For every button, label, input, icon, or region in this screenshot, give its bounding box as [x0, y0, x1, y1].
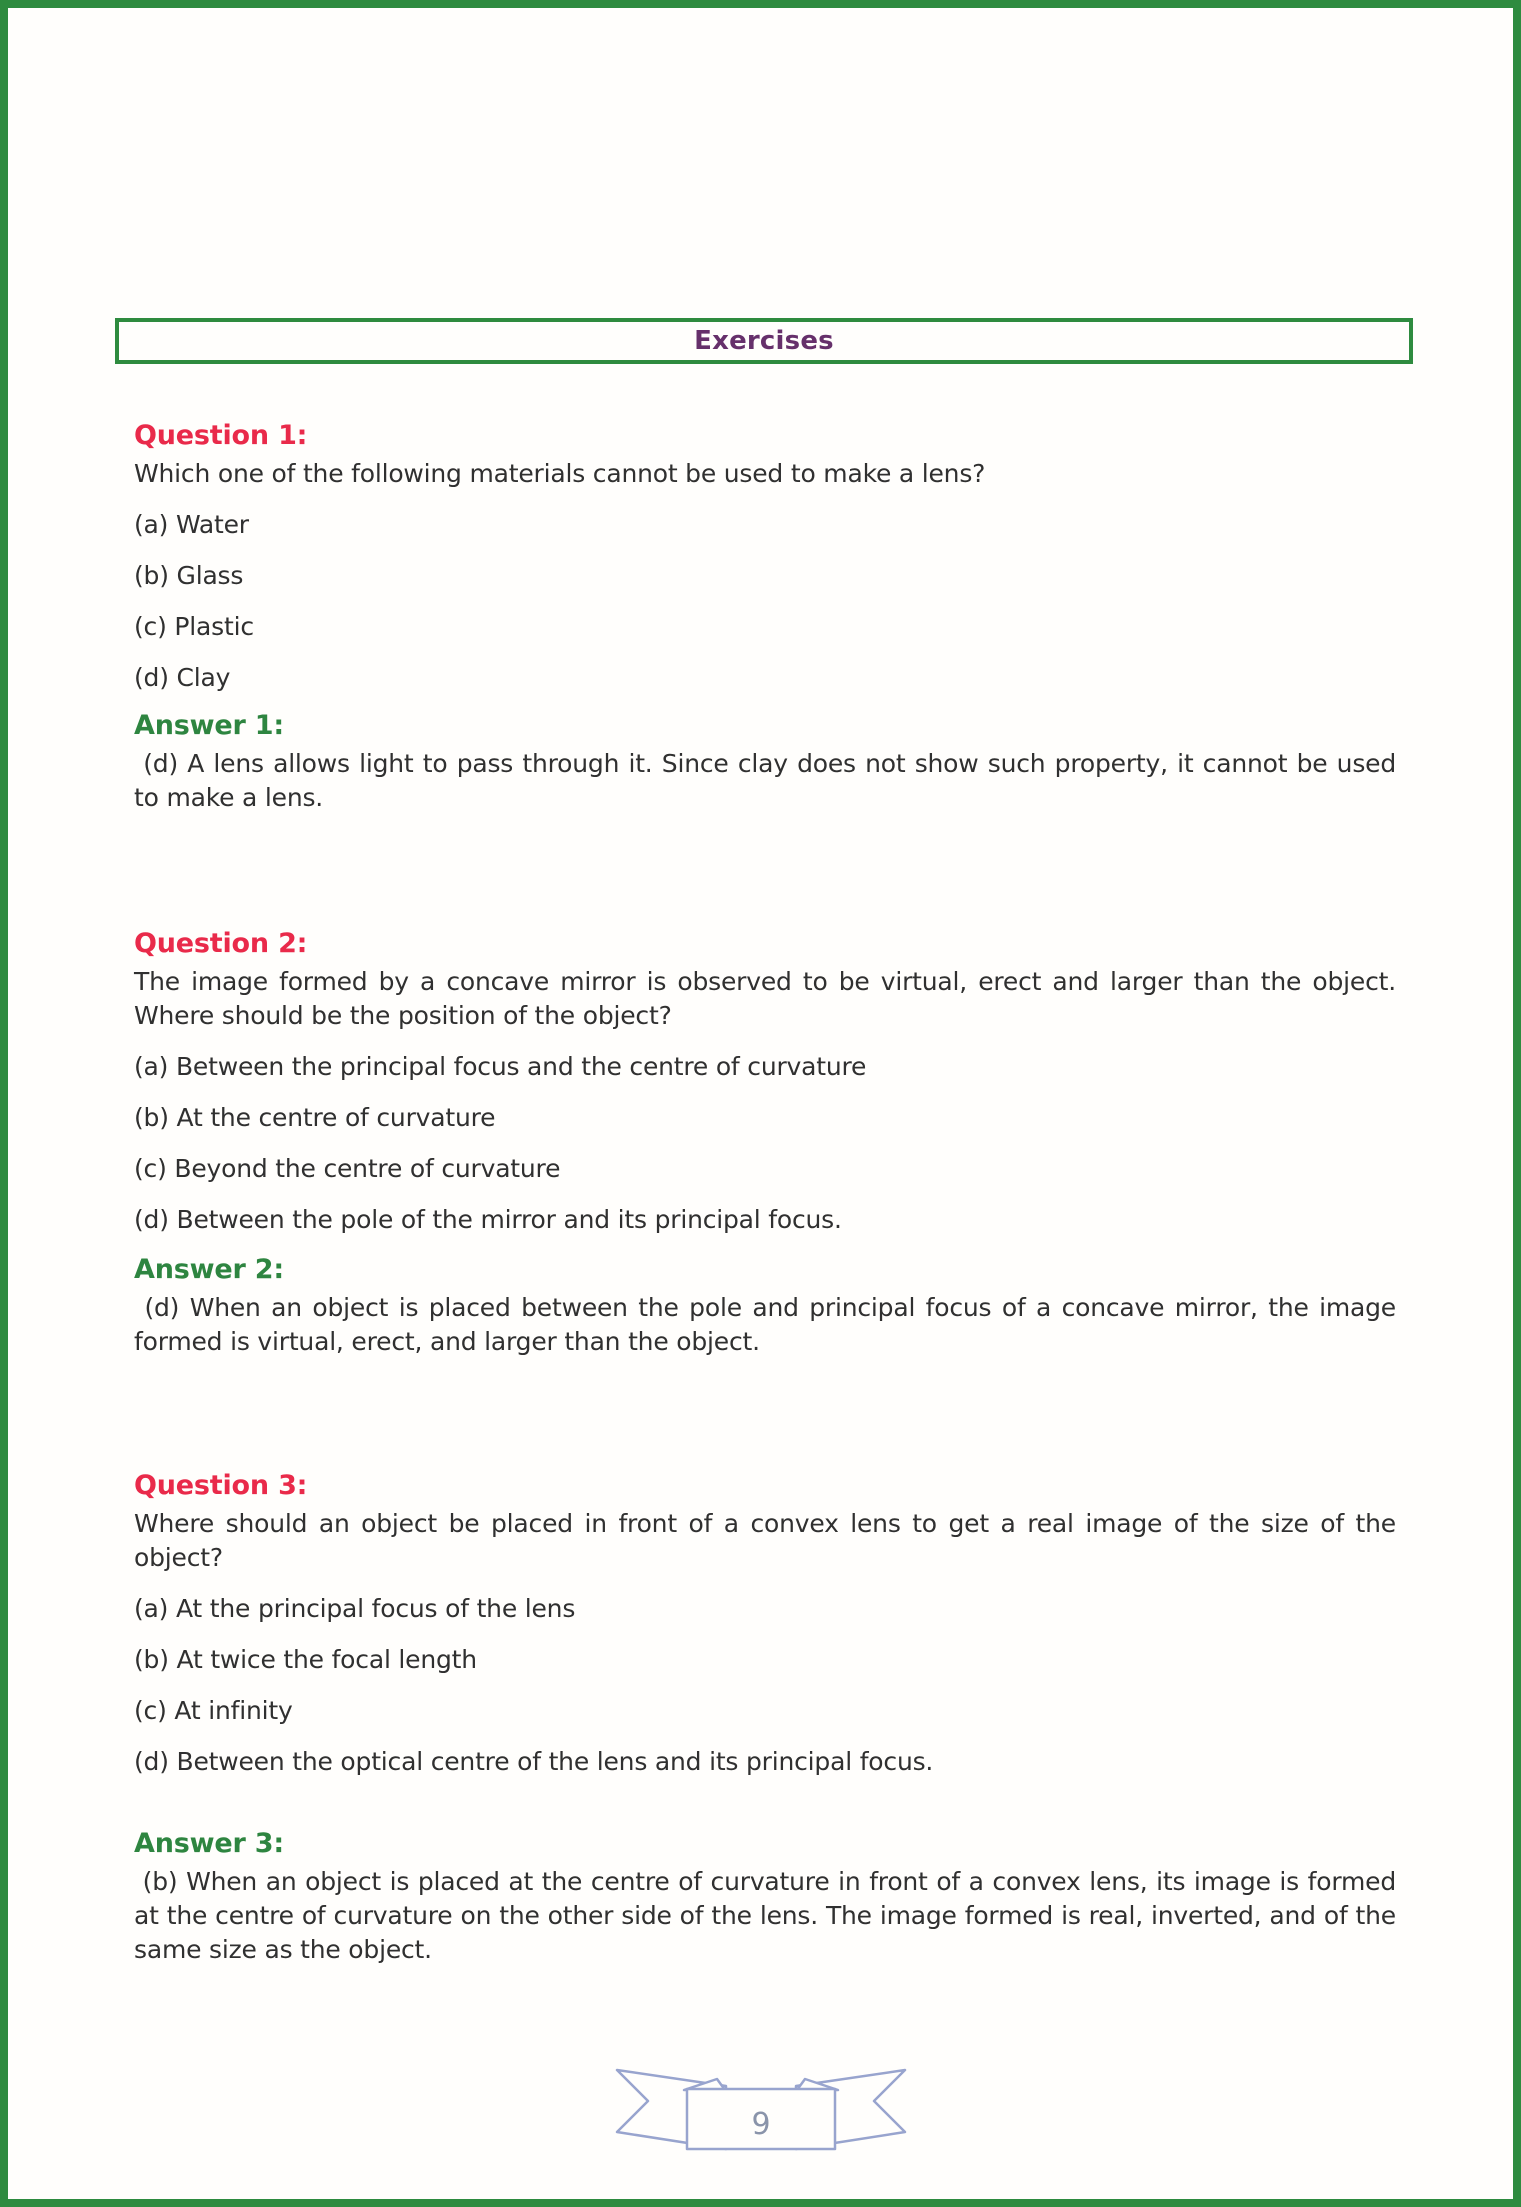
question-1-option-b: (b) Glass: [134, 561, 244, 590]
question-2-option-c: (c) Beyond the centre of curvature: [134, 1154, 561, 1183]
page-content: [134, 419, 1396, 1967]
question-1-option-a: (a) Water: [134, 510, 249, 539]
question-1-text: Which one of the following materials cannot be used to make a lens?: [134, 459, 986, 488]
page-number: 9: [750, 2107, 771, 2142]
question-3-option-c: (c) At infinity: [134, 1696, 293, 1725]
question-2-heading: Question 2:: [134, 928, 308, 959]
question-1-option-d: (d) Clay: [134, 663, 231, 692]
answer-3-text: (b) When an object is placed at the centre of curvature in front of a convex lens, its image is formed at the centre of curvature on the other side of the lens. The image formed is real, inverted, and of the same size as the object.: [134, 1867, 1396, 1964]
question-2-option-b: (b) At the centre of curvature: [134, 1103, 496, 1132]
answer-2-text: (d) When an object is placed between the pole and principal focus of a concave mirror, the image formed is virtual, erect, and larger than the object.: [134, 1293, 1396, 1356]
question-1-heading: Question 1:: [134, 420, 308, 451]
answer-2-heading: Answer 2:: [134, 1254, 284, 1285]
page-number-banner-icon: [596, 2054, 926, 2174]
page-title: Exercises: [694, 326, 834, 356]
question-1-option-c: (c) Plastic: [134, 612, 254, 641]
question-3-heading: Question 3:: [134, 1470, 308, 1501]
answer-1-heading: Answer 1:: [134, 710, 284, 741]
answer-3-heading: Answer 3:: [134, 1828, 284, 1859]
question-3-text: Where should an object be placed in front of a convex lens to get a real image of the size of the object?: [134, 1509, 1396, 1572]
question-3-option-b: (b) At twice the focal length: [134, 1645, 477, 1674]
question-3-option-d: (d) Between the optical centre of the lens and its principal focus.: [134, 1747, 934, 1776]
question-2-option-a: (a) Between the principal focus and the centre of curvature: [134, 1052, 867, 1081]
exercises-title-box: [115, 318, 1413, 364]
question-2-option-d: (d) Between the pole of the mirror and its principal focus.: [134, 1205, 842, 1234]
question-2-text: The image formed by a concave mirror is observed to be virtual, erect and larger than the object. Where should be the position of the object?: [134, 967, 1396, 1030]
answer-1-text: (d) A lens allows light to pass through it. Since clay does not show such property, it cannot be used to make a lens.: [134, 749, 1396, 812]
question-3-option-a: (a) At the principal focus of the lens: [134, 1594, 576, 1623]
